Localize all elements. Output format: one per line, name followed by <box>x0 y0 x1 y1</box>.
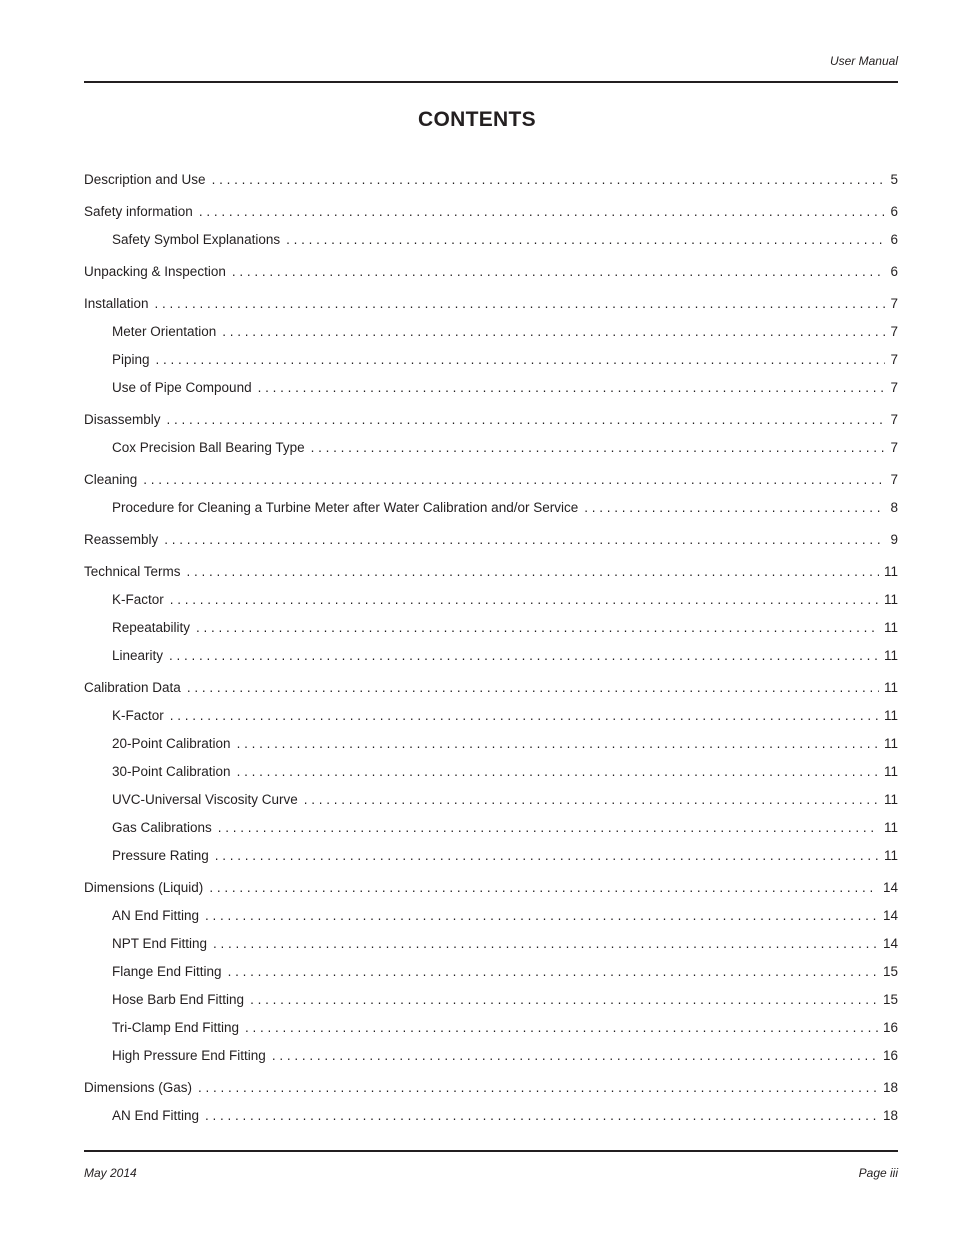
toc-dot-leader <box>215 847 879 865</box>
toc-entry[interactable] <box>84 1047 898 1065</box>
toc-entry[interactable] <box>84 679 898 697</box>
toc-dot-leader <box>187 563 879 581</box>
toc-dot-leader <box>237 763 879 781</box>
toc-entry-title: Technical Terms <box>84 564 181 579</box>
toc-entry[interactable] <box>84 203 898 221</box>
toc-entry[interactable] <box>84 963 898 981</box>
toc-entry-page: 15 <box>882 964 898 979</box>
toc-entry-title: Disassembly <box>84 412 161 427</box>
toc-entry-title: 30-Point Calibration <box>112 764 231 779</box>
toc-dot-leader <box>170 707 879 725</box>
toc-entry-title: K-Factor <box>112 592 164 607</box>
toc-entry-page: 16 <box>882 1020 898 1035</box>
toc-entry[interactable] <box>84 323 898 341</box>
toc-entry-page: 11 <box>883 564 898 579</box>
toc-dot-leader <box>237 735 879 753</box>
footer-rule <box>84 1150 898 1152</box>
toc-dot-leader <box>143 471 885 489</box>
toc-entry-title: High Pressure End Fitting <box>112 1048 266 1063</box>
toc-dot-leader <box>155 295 886 313</box>
toc-entry-page: 7 <box>890 352 898 367</box>
toc-entry[interactable] <box>84 591 898 609</box>
toc-entry-page: 11 <box>883 708 898 723</box>
toc-entry[interactable] <box>84 499 898 517</box>
toc-entry-title: Dimensions (Liquid) <box>84 880 204 895</box>
toc-entry[interactable] <box>84 1107 898 1125</box>
toc-entry-page: 6 <box>890 264 898 279</box>
toc-entry-title: Gas Calibrations <box>112 820 212 835</box>
toc-entry-page: 7 <box>890 380 898 395</box>
toc-entry[interactable] <box>84 735 898 753</box>
toc-entry-title: Reassembly <box>84 532 159 547</box>
toc-entry[interactable] <box>84 991 898 1009</box>
toc-entry-page: 5 <box>890 172 898 187</box>
toc-dot-leader <box>232 263 886 281</box>
toc-entry-title: NPT End Fitting <box>112 936 208 951</box>
header-rule <box>84 81 898 83</box>
toc-dot-leader <box>212 171 886 189</box>
toc-dot-leader <box>199 203 886 221</box>
toc-dot-leader <box>304 791 879 809</box>
toc-entry[interactable] <box>84 295 898 313</box>
toc-entry-page: 11 <box>883 592 898 607</box>
toc-entry-title: UVC-Universal Viscosity Curve <box>112 792 298 807</box>
toc-entry-page: 11 <box>883 620 898 635</box>
toc-entry[interactable] <box>84 935 898 953</box>
toc-entry-title: K-Factor <box>112 708 164 723</box>
toc-entry-title: AN End Fitting <box>112 908 200 923</box>
toc-entry-page: 11 <box>883 648 898 663</box>
toc-entry-title: Meter Orientation <box>112 324 217 339</box>
toc-entry[interactable] <box>84 707 898 725</box>
toc-entry[interactable] <box>84 847 898 865</box>
toc-entry[interactable] <box>84 411 898 429</box>
toc-entry[interactable] <box>84 379 898 397</box>
toc-dot-leader <box>167 411 886 429</box>
toc-entry-title: 20-Point Calibration <box>112 736 231 751</box>
toc-entry-page: 6 <box>890 204 898 219</box>
toc-dot-leader <box>205 1107 878 1125</box>
toc-dot-leader <box>213 935 878 953</box>
toc-entry-page: 7 <box>890 324 898 339</box>
toc-dot-leader <box>196 619 879 637</box>
toc-entry-page: 11 <box>883 820 898 835</box>
toc-dot-leader <box>170 591 879 609</box>
toc-dot-leader <box>187 679 879 697</box>
toc-entry-page: 7 <box>890 472 898 487</box>
toc-dot-leader <box>311 439 886 457</box>
toc-entry-page: 6 <box>890 232 898 247</box>
toc-entry-page: 18 <box>882 1108 898 1123</box>
toc-entry-page: 7 <box>890 296 898 311</box>
toc-entry[interactable] <box>84 439 898 457</box>
toc-dot-leader <box>222 323 885 341</box>
toc-entry-page: 11 <box>883 680 898 695</box>
toc-entry-page: 7 <box>890 412 898 427</box>
toc-entry[interactable] <box>84 791 898 809</box>
toc-entry[interactable] <box>84 471 898 489</box>
toc-dot-leader <box>584 499 885 517</box>
toc-entry[interactable] <box>84 1079 898 1097</box>
toc-dot-leader <box>205 907 878 925</box>
toc-entry[interactable] <box>84 647 898 665</box>
toc-dot-leader <box>250 991 878 1009</box>
toc-entry-title: Hose Barb End Fitting <box>112 992 245 1007</box>
footer-page-number: Page iii <box>858 1166 898 1180</box>
running-header: User Manual <box>829 54 898 68</box>
toc-entry-title: Pressure Rating <box>112 848 209 863</box>
toc-entry-page: 15 <box>882 992 898 1007</box>
toc-dot-leader <box>198 1079 878 1097</box>
toc-entry-title: Cox Precision Ball Bearing Type <box>112 440 305 455</box>
toc-entry-title: Calibration Data <box>84 680 181 695</box>
toc-entry-page: 14 <box>882 936 898 951</box>
toc-entry[interactable] <box>84 171 898 189</box>
toc-entry-page: 8 <box>890 500 898 515</box>
toc-entry[interactable] <box>84 879 898 897</box>
toc-dot-leader <box>286 231 885 249</box>
toc-entry[interactable] <box>84 231 898 249</box>
toc-entry-page: 11 <box>883 736 898 751</box>
footer-date: May 2014 <box>84 1166 137 1180</box>
toc-entry-title: Description and Use <box>84 172 206 187</box>
toc-entry-page: 11 <box>883 848 898 863</box>
toc-entry-page: 7 <box>890 440 898 455</box>
toc-entry-page: 16 <box>882 1048 898 1063</box>
toc-entry-title: AN End Fitting <box>112 1108 200 1123</box>
toc-dot-leader <box>156 351 886 369</box>
toc-dot-leader <box>209 879 878 897</box>
toc-entry[interactable] <box>84 563 898 581</box>
toc-entry[interactable] <box>84 907 898 925</box>
toc-dot-leader <box>218 819 879 837</box>
toc-dot-leader <box>164 531 885 549</box>
toc-entry[interactable] <box>84 263 898 281</box>
toc-entry-page: 14 <box>882 880 898 895</box>
toc-entry-title: Tri-Clamp End Fitting <box>112 1020 240 1035</box>
page-title: CONTENTS <box>418 108 536 131</box>
toc-entry-page: 14 <box>882 908 898 923</box>
toc-entry-title: Unpacking & Inspection <box>84 264 226 279</box>
toc-entry-page: 18 <box>882 1080 898 1095</box>
toc-entry-page: 11 <box>883 764 898 779</box>
toc-entry-page: 11 <box>883 792 898 807</box>
toc-entry-page: 9 <box>890 532 898 547</box>
toc-entry-title: Safety Symbol Explanations <box>112 232 281 247</box>
toc-entry[interactable] <box>84 351 898 369</box>
toc-dot-leader <box>245 1019 878 1037</box>
toc-dot-leader <box>169 647 879 665</box>
toc-entry-title: Linearity <box>112 648 164 663</box>
toc-entry[interactable] <box>84 819 898 837</box>
toc-entry-title: Use of Pipe Compound <box>112 380 252 395</box>
toc-entry[interactable] <box>84 1019 898 1037</box>
toc-entry-title: Cleaning <box>84 472 138 487</box>
toc-entry[interactable] <box>84 763 898 781</box>
toc-entry-title: Dimensions (Gas) <box>84 1080 193 1095</box>
toc-entry[interactable] <box>84 619 898 637</box>
toc-entry[interactable] <box>84 531 898 549</box>
toc-dot-leader <box>258 379 886 397</box>
toc-entry-title: Procedure for Cleaning a Turbine Meter after Water Calibration and/or Service <box>112 500 579 515</box>
toc-entry-title: Installation <box>84 296 149 311</box>
toc-entry-title: Repeatability <box>112 620 191 635</box>
toc-entry-title: Safety information <box>84 204 193 219</box>
toc-dot-leader <box>228 963 878 981</box>
toc-entry-title: Piping <box>112 352 150 367</box>
toc-dot-leader <box>272 1047 878 1065</box>
toc-entry-title: Flange End Fitting <box>112 964 222 979</box>
